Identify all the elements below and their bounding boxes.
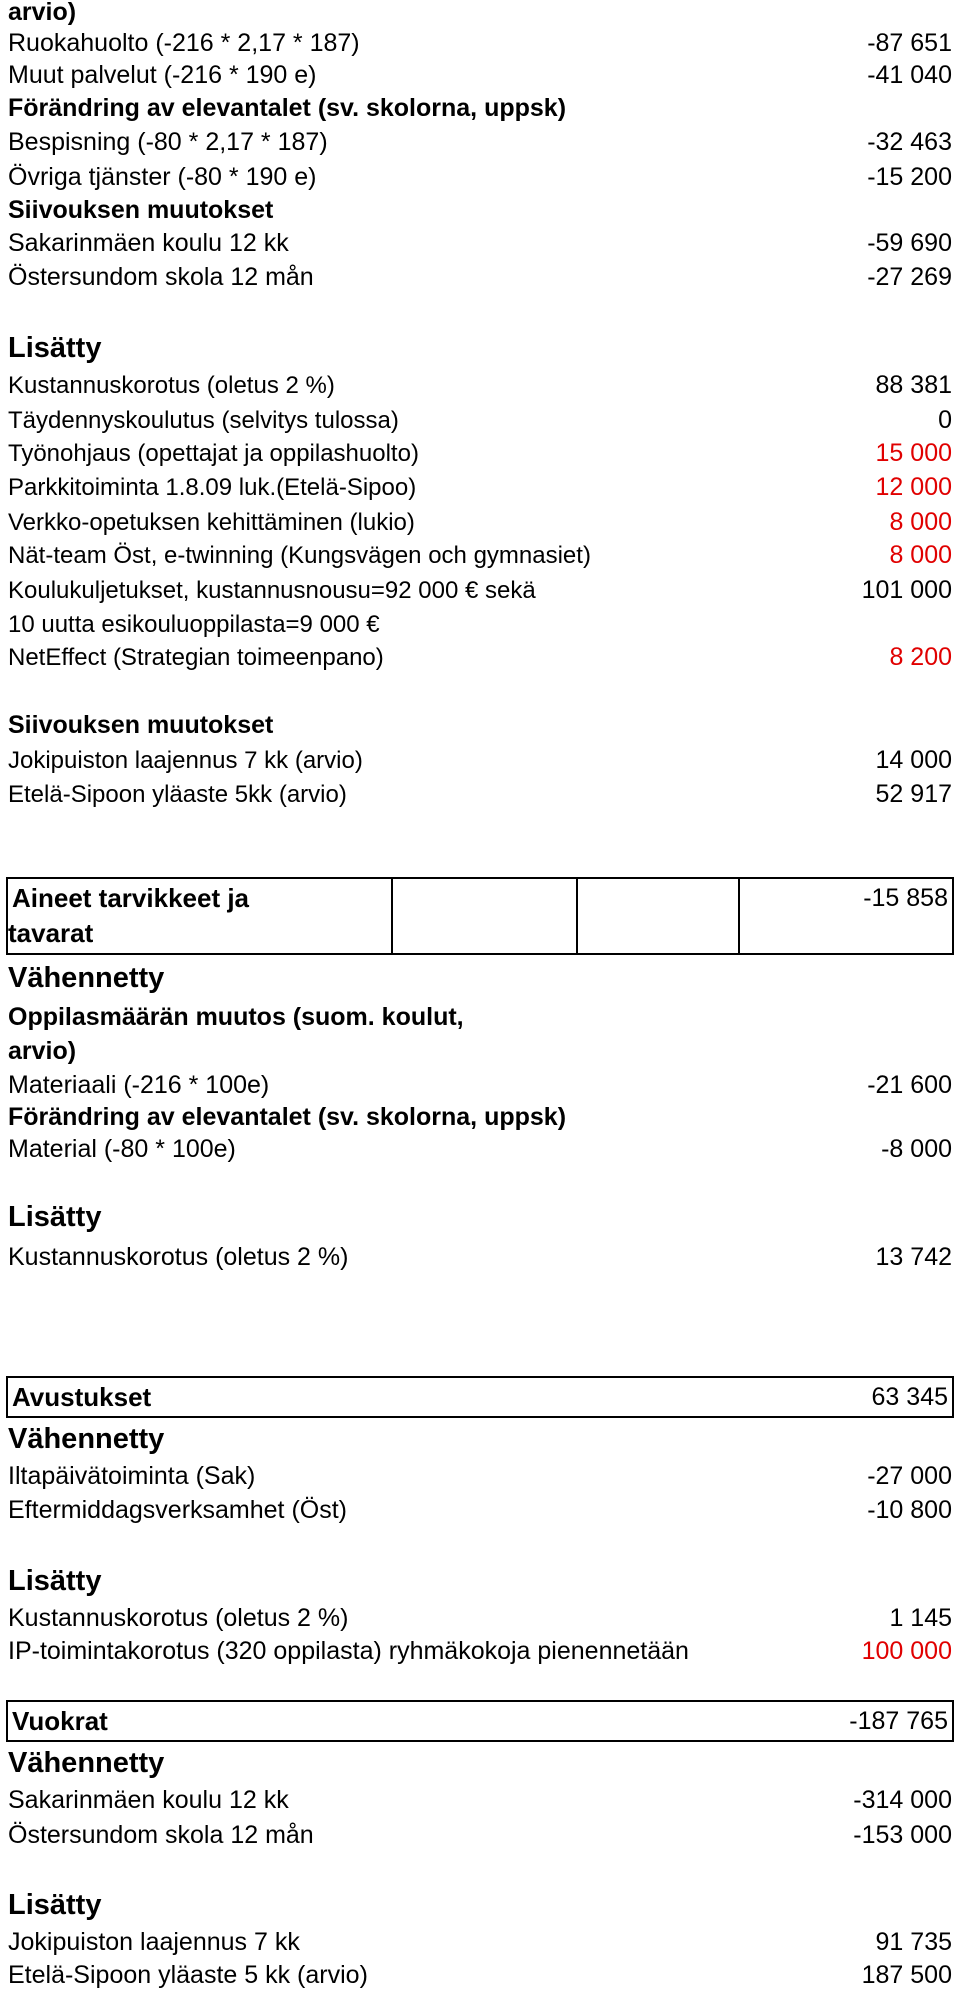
column-divider (576, 879, 578, 953)
row-label: Koulukuljetukset, kustannusnousu=92 000 € sekä (8, 577, 536, 604)
row-amount: -15 200 (867, 163, 952, 191)
category-title-line2: tavarat (8, 918, 94, 948)
vahennetty-heading: Vähennetty (8, 1747, 165, 1779)
lisatty-heading: Lisätty (8, 1201, 102, 1233)
category-title: Avustukset (12, 1382, 152, 1412)
row-label: Östersundom skola 12 mån (8, 263, 314, 291)
row-amount: 52 917 (875, 780, 952, 808)
category-box-aineet (6, 877, 954, 955)
vahennetty-heading: Vähennetty (8, 962, 165, 994)
row-amount: -153 000 (853, 1821, 952, 1849)
row-label: Bespisning (-80 * 2,17 * 187) (8, 128, 328, 156)
subsection-heading: Förändring av elevantalet (sv. skolorna, uppsk) (8, 1103, 567, 1131)
row-amount: 15 000 (875, 439, 952, 467)
category-box-avustukset (6, 1376, 954, 1418)
row-label: Material (-80 * 100e) (8, 1135, 236, 1163)
row-amount: -27 269 (867, 263, 952, 291)
row-label: Nät-team Öst, e-twinning (Kungsvägen och gymnasiet) (8, 542, 591, 569)
row-amount: 88 381 (875, 371, 952, 399)
column-divider (738, 879, 740, 953)
subsection-heading: Förändring av elevantalet (sv. skolorna, uppsk) (8, 94, 567, 122)
row-label: Työnohjaus (opettajat ja oppilashuolto) (8, 440, 419, 467)
row-label: Iltapäivätoiminta (Sak) (8, 1462, 256, 1490)
row-label: 10 uutta esikouluoppilasta=9 000 € (8, 611, 380, 638)
row-amount: 14 000 (875, 746, 952, 774)
row-amount: 13 742 (875, 1243, 952, 1271)
row-label: Etelä-Sipoon yläaste 5 kk (arvio) (8, 1961, 368, 1989)
subsection-heading: Siivouksen muutokset (8, 196, 274, 224)
row-label: Jokipuiston laajennus 7 kk (8, 1928, 300, 1956)
row-label: Kustannuskorotus (oletus 2 %) (8, 1243, 349, 1271)
row-amount: 1 145 (889, 1604, 952, 1632)
row-label: Materiaali (-216 * 100e) (8, 1071, 270, 1099)
row-amount: -87 651 (867, 29, 952, 57)
row-amount: 100 000 (861, 1637, 952, 1665)
row-label: Eftermiddagsverksamhet (Öst) (8, 1496, 347, 1524)
row-label: Sakarinmäen koulu 12 kk (8, 229, 289, 257)
row-amount: 0 (938, 406, 952, 434)
row-label: Parkkitoiminta 1.8.09 luk.(Etelä-Sipoo) (8, 474, 417, 501)
row-amount: -32 463 (867, 128, 952, 156)
category-amount: -15 858 (863, 884, 948, 912)
row-amount: -10 800 (867, 1496, 952, 1524)
lisatty-heading: Lisätty (8, 332, 102, 364)
row-label: Kustannuskorotus (oletus 2 %) (8, 1604, 349, 1632)
category-title: Aineet tarvikkeet ja (12, 883, 250, 913)
row-amount: -314 000 (853, 1786, 952, 1814)
row-label: Östersundom skola 12 mån (8, 1821, 314, 1849)
row-amount: 8 200 (889, 643, 952, 671)
row-label: IP-toimintakorotus (320 oppilasta) ryhmäkokoja pienennetään (8, 1637, 689, 1665)
row-amount: 8 000 (889, 541, 952, 569)
subsection-heading: arvio) (8, 1037, 77, 1065)
category-amount: -187 765 (849, 1707, 948, 1735)
lisatty-heading: Lisätty (8, 1565, 102, 1597)
column-divider (391, 879, 393, 953)
row-label: Etelä-Sipoon yläaste 5kk (arvio) (8, 781, 347, 808)
row-label: Ruokahuolto (-216 * 2,17 * 187) (8, 29, 360, 57)
row-amount: -27 000 (867, 1462, 952, 1490)
section-label: arvio) (8, 0, 77, 26)
row-label: Kustannuskorotus (oletus 2 %) (8, 372, 335, 399)
row-label: Jokipuiston laajennus 7 kk (arvio) (8, 747, 363, 774)
row-amount: -21 600 (867, 1071, 952, 1099)
vahennetty-heading: Vähennetty (8, 1423, 165, 1455)
row-amount: 8 000 (889, 508, 952, 536)
row-amount: 91 735 (875, 1928, 952, 1956)
subsection-heading: Oppilasmäärän muutos (suom. koulut, (8, 1003, 464, 1031)
row-amount: -59 690 (867, 229, 952, 257)
row-amount: 101 000 (861, 576, 952, 604)
row-label: Täydennyskoulutus (selvitys tulossa) (8, 407, 399, 434)
lisatty-heading: Lisätty (8, 1889, 102, 1921)
row-amount: -41 040 (867, 61, 952, 89)
row-amount: 187 500 (861, 1961, 952, 1989)
row-amount: -8 000 (881, 1135, 952, 1163)
row-label: Sakarinmäen koulu 12 kk (8, 1786, 289, 1814)
row-label: NetEffect (Strategian toimeenpano) (8, 644, 384, 671)
row-label: Övriga tjänster (-80 * 190 e) (8, 163, 317, 191)
category-title: Vuokrat (12, 1706, 108, 1736)
row-label: Muut palvelut (-216 * 190 e) (8, 61, 317, 89)
category-box-vuokrat (6, 1700, 954, 1742)
subsection-heading: Siivouksen muutokset (8, 711, 274, 739)
row-amount: 12 000 (875, 473, 952, 501)
category-amount: 63 345 (871, 1383, 948, 1411)
row-label: Verkko-opetuksen kehittäminen (lukio) (8, 509, 415, 536)
